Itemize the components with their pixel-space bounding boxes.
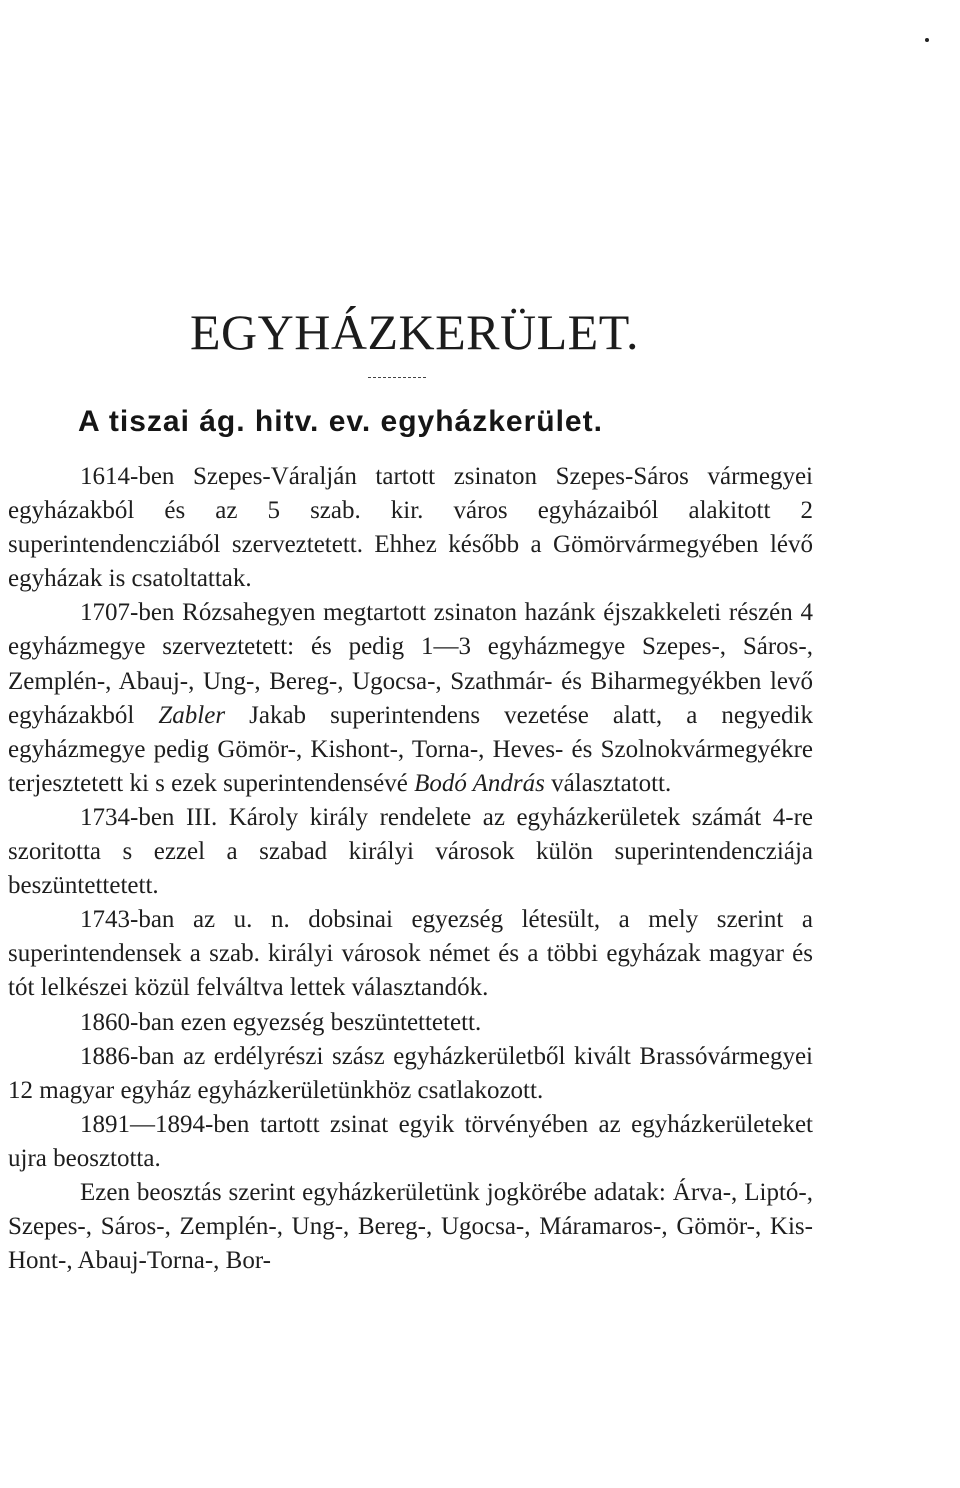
- paragraph-1860: 1860-ban ezen egyezség beszüntettetett.: [80, 1008, 482, 1036]
- paragraph-1743: 1743-ban az u. n. dobsinai egyezség létesült, a mely szerint a superintendensek a szab. királyi városok német és a többi egyházak magyar és tót lelkészei közül felváltva lettek választandók.: [8, 906, 813, 1002]
- paragraph-1707-part-b: Jakab superintendens vezetése alatt, a negyedik egyházmegye pedig Gömör-, Kishont-, Torna-, Heves- és Szolnokvármegyékre terjesztetett ki s ezek superintendensévé: [8, 701, 813, 797]
- body-text: [8, 460, 813, 1278]
- title-divider: [368, 377, 426, 378]
- paragraph-1614: 1614-ben Szepes-Váralján tartott zsinaton Szepes-Sáros vármegyei egyházakból és az 5 szab. kir. város egyházaiból alakitott 2 superintendencziából szerveztetett. Ehhez később a Gömörvármegyében lévő egyházak is csatoltattak.: [8, 463, 813, 593]
- paragraph-1891: 1891—1894-ben tartott zsinat egyik törvényében az egyházkerületeket ujra beosztotta.: [8, 1110, 813, 1172]
- paragraph-beosztas: Ezen beosztás szerint egyházkerületünk jogkörébe adatak: Árva-, Liptó-, Szepes-, Sáros-, Zemplén-, Ung-, Bereg-, Ugocsa-, Máramaros-, Gömör-, Kis-Hont-, Abauj-Torna-, Bor-: [8, 1178, 813, 1275]
- person-name-bodo: Bodó András: [414, 769, 545, 797]
- scan-speck: [925, 38, 929, 42]
- paragraph-1707-part-a: 1707-ben Rózsahegyen megtartott zsinaton hazánk éjszakkeleti részén 4 egyházmegye szerveztetett: és pedig 1—3 egyházmegye Szepes-, Sáros-, Zemplén-, Abauj-, Ung-, Bereg-, Ugocsa-, Szathmár- és Biharmegyékben levő egyházakból: [8, 599, 813, 729]
- paragraph-1707-part-c: választatott.: [544, 769, 672, 797]
- section-heading: A tiszai ág. hitv. ev. egyházkerület.: [78, 405, 603, 438]
- paragraph-1886: 1886-ban az erdélyrészi szász egyházkerületből kivált Brassóvármegyei 12 magyar egyház egyházkerületünkhöz csatlakozott.: [8, 1042, 813, 1104]
- paragraph-1734: 1734-ben III. Károly király rendelete az egyházkerületek számát 4-re szoritotta s ezzel a szabad királyi városok külön superintendencziája beszüntettetett.: [8, 803, 813, 900]
- person-name-zabler: Zabler: [158, 701, 226, 729]
- page-title: EGYHÁZKERÜLET.: [190, 304, 640, 360]
- paragraph-1707: [8, 596, 813, 801]
